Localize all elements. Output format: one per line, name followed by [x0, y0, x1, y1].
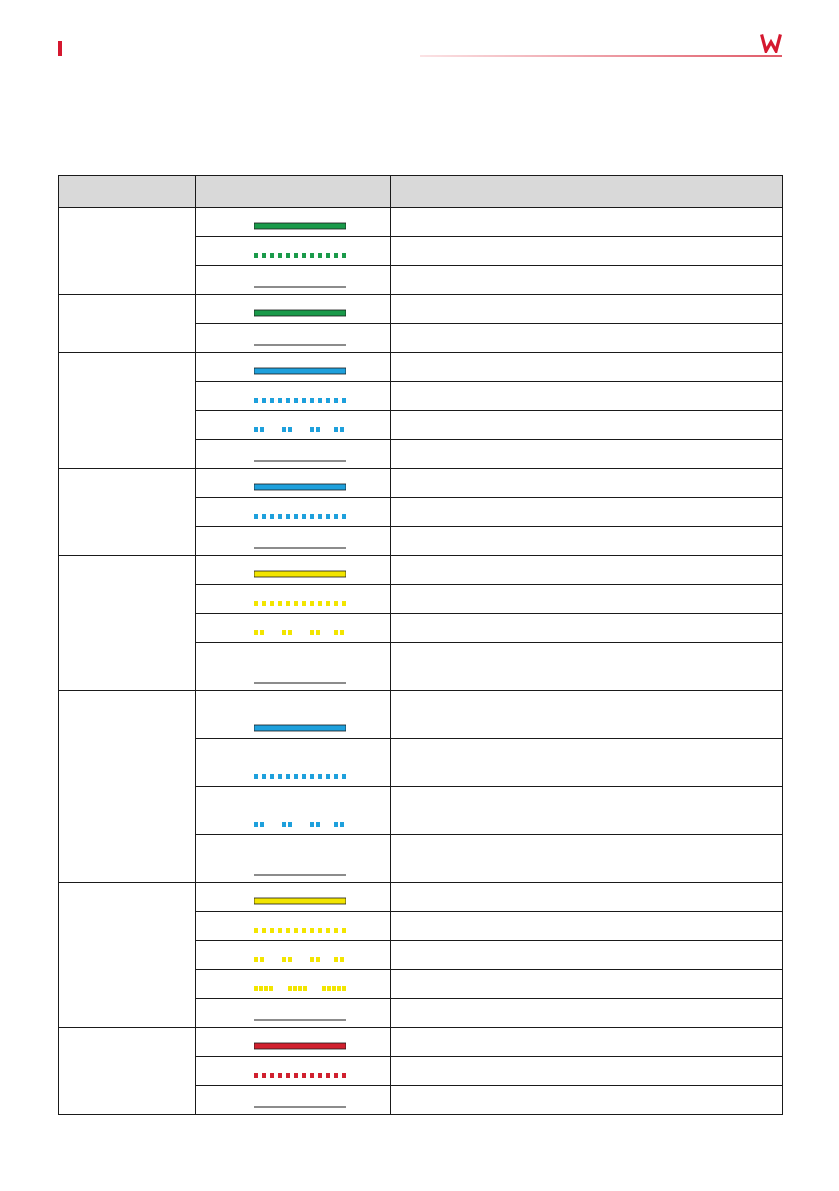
- symbol-cell: [196, 1028, 391, 1057]
- description-cell: [391, 556, 783, 585]
- header-rule: [420, 55, 782, 57]
- table-header: [59, 176, 783, 208]
- symbol-cell: [196, 353, 391, 382]
- line-symbol-thin: [254, 676, 346, 684]
- symbol-cell: [196, 1086, 391, 1115]
- group-label: [59, 469, 196, 556]
- symbol-cell: [196, 1057, 391, 1086]
- description-cell: [391, 382, 783, 411]
- description-cell: [391, 970, 783, 999]
- table-row: [59, 691, 783, 739]
- table-row: [59, 208, 783, 237]
- line-symbol-solid: [254, 222, 346, 230]
- symbol-cell: [196, 498, 391, 527]
- line-legend-table: [58, 175, 783, 1115]
- description-cell: [391, 266, 783, 295]
- symbol-cell: [196, 324, 391, 353]
- column-header-category: [59, 176, 196, 208]
- description-cell: [391, 614, 783, 643]
- line-symbol-longdash: [254, 984, 346, 992]
- symbol-cell: [196, 382, 391, 411]
- symbol-cell: [196, 691, 391, 739]
- line-symbol-solid: [254, 309, 346, 317]
- description-cell: [391, 498, 783, 527]
- description-cell: [391, 1057, 783, 1086]
- line-symbol-dotted: [254, 1071, 346, 1079]
- symbol-cell: [196, 440, 391, 469]
- header-accent-mark: [58, 41, 62, 56]
- table-body: [59, 208, 783, 1115]
- table-row: [59, 556, 783, 585]
- description-cell: [391, 440, 783, 469]
- table-row: [59, 883, 783, 912]
- description-cell: [391, 324, 783, 353]
- line-symbol-solid: [254, 483, 346, 491]
- description-cell: [391, 999, 783, 1028]
- line-symbol-thin: [254, 541, 346, 549]
- line-symbol-dashdot: [254, 425, 346, 433]
- table-row: [59, 295, 783, 324]
- symbol-cell: [196, 614, 391, 643]
- line-symbol-thin: [254, 1100, 346, 1108]
- column-header-description: [391, 176, 783, 208]
- line-symbol-dashdot: [254, 628, 346, 636]
- symbol-cell: [196, 787, 391, 835]
- description-cell: [391, 941, 783, 970]
- line-symbol-dotted: [254, 926, 346, 934]
- symbol-cell: [196, 237, 391, 266]
- line-symbol-dotted: [254, 599, 346, 607]
- description-cell: [391, 295, 783, 324]
- symbol-cell: [196, 739, 391, 787]
- line-symbol-thin: [254, 1013, 346, 1021]
- line-symbol-thin: [254, 868, 346, 876]
- group-label: [59, 883, 196, 1028]
- description-cell: [391, 1028, 783, 1057]
- symbol-cell: [196, 970, 391, 999]
- description-cell: [391, 527, 783, 556]
- description-cell: [391, 411, 783, 440]
- line-symbol-thin: [254, 280, 346, 288]
- group-label: [59, 691, 196, 883]
- group-label: [59, 295, 196, 353]
- line-symbol-solid: [254, 897, 346, 905]
- description-cell: [391, 643, 783, 691]
- description-cell: [391, 353, 783, 382]
- group-label: [59, 556, 196, 691]
- table-row: [59, 469, 783, 498]
- symbol-cell: [196, 295, 391, 324]
- table-row: [59, 353, 783, 382]
- symbol-cell: [196, 266, 391, 295]
- line-symbol-solid: [254, 1042, 346, 1050]
- group-label: [59, 353, 196, 469]
- description-cell: [391, 912, 783, 941]
- description-cell: [391, 691, 783, 739]
- description-cell: [391, 208, 783, 237]
- line-symbol-solid: [254, 570, 346, 578]
- column-header-symbol: [196, 176, 391, 208]
- table-row: [59, 1028, 783, 1057]
- symbol-cell: [196, 835, 391, 883]
- symbol-cell: [196, 912, 391, 941]
- line-symbol-thin: [254, 338, 346, 346]
- line-symbol-dotted: [254, 512, 346, 520]
- line-symbol-solid: [254, 724, 346, 732]
- line-symbol-solid: [254, 367, 346, 375]
- line-symbol-dashdot: [254, 955, 346, 963]
- symbol-cell: [196, 585, 391, 614]
- description-cell: [391, 469, 783, 498]
- description-cell: [391, 835, 783, 883]
- description-cell: [391, 237, 783, 266]
- line-symbol-dotted: [254, 396, 346, 404]
- symbol-cell: [196, 469, 391, 498]
- symbol-cell: [196, 556, 391, 585]
- description-cell: [391, 787, 783, 835]
- group-label: [59, 1028, 196, 1115]
- description-cell: [391, 1086, 783, 1115]
- line-symbol-thin: [254, 454, 346, 462]
- line-symbol-dashdot: [254, 820, 346, 828]
- description-cell: [391, 883, 783, 912]
- symbol-cell: [196, 643, 391, 691]
- symbol-cell: [196, 883, 391, 912]
- symbol-cell: [196, 941, 391, 970]
- symbol-cell: [196, 208, 391, 237]
- symbol-cell: [196, 411, 391, 440]
- w-logo-icon: [760, 34, 782, 53]
- group-label: [59, 208, 196, 295]
- description-cell: [391, 739, 783, 787]
- description-cell: [391, 585, 783, 614]
- symbol-cell: [196, 527, 391, 556]
- line-symbol-dotted: [254, 772, 346, 780]
- symbol-cell: [196, 999, 391, 1028]
- line-symbol-dotted: [254, 251, 346, 259]
